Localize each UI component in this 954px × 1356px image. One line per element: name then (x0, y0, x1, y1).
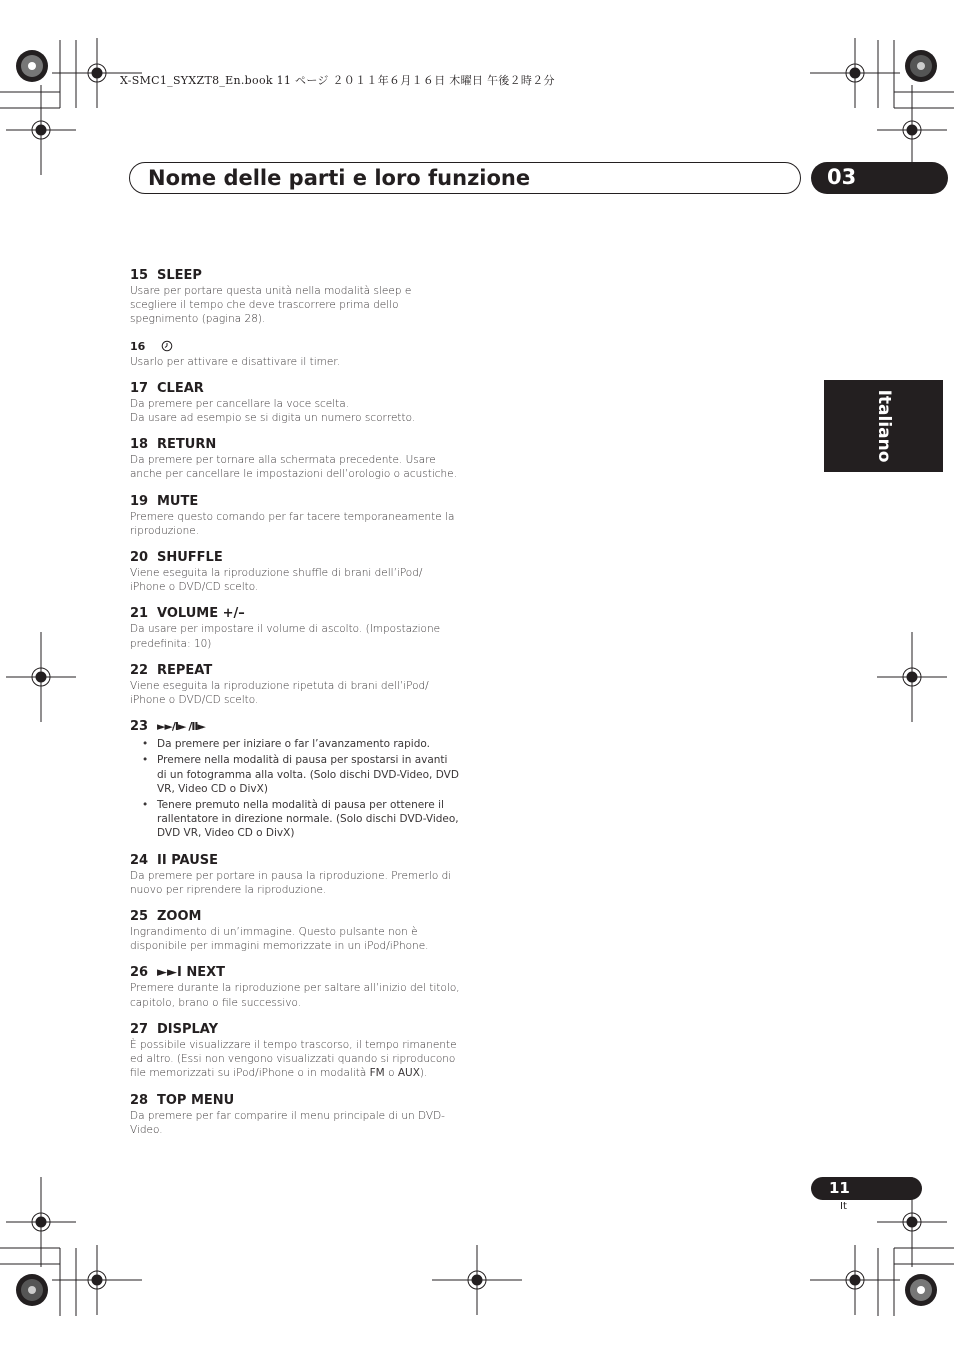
item-number: 17 (130, 380, 149, 396)
list-item (130, 1022, 460, 1081)
item-number: 18 (130, 437, 149, 453)
item-number: 16 (130, 339, 146, 353)
page-title: Nome delle parti e loro funzione (148, 166, 531, 190)
item-number: 23 (130, 719, 149, 735)
bullet-item: • Da premere per iniziare o far l’avanzamento rapido. (130, 737, 460, 751)
language-tab (824, 380, 943, 472)
page-number: 11 (829, 1179, 850, 1197)
item-number: 25 (130, 909, 149, 925)
list-item (130, 339, 460, 369)
list-item (130, 494, 460, 538)
item-label: MUTE (157, 493, 199, 509)
item-label: SLEEP (157, 268, 202, 283)
list-item (130, 853, 460, 897)
parts-list (130, 268, 460, 1149)
item-description: Viene eseguita la riproduzione shuffle di brani dell’iPod/ iPhone o DVD/CD scelto. (130, 567, 423, 594)
item-number: 24 (130, 852, 149, 868)
list-item (130, 268, 460, 327)
item-label: II PAUSE (157, 852, 218, 868)
item-number: 27 (130, 1021, 149, 1037)
item-description: Usarlo per attivare e disattivare il timer. (130, 355, 341, 368)
item-description: Da premere per tornare alla schermata precedente. Usare anche per cancellare le impostazioni dell’orologio o acustiche. (130, 454, 457, 481)
item-number: 26 (130, 965, 149, 981)
item-number: 20 (130, 550, 149, 566)
list-item (130, 606, 460, 650)
item-number: 15 (130, 268, 149, 283)
chapter-number: 03 (827, 165, 857, 189)
page-number-badge (811, 1177, 922, 1200)
item-label: DISPLAY (157, 1021, 219, 1037)
list-item (130, 1093, 460, 1137)
item-label: ►►I NEXT (157, 965, 226, 981)
item-description: Usare per portare questa unità nella modalità sleep e scegliere il tempo che deve trascorrere prima dello spegnimento (pagina 28). (130, 285, 412, 326)
bullet-item: • Premere nella modalità di pausa per spostarsi in avanti di un fotogramma alla volta. (Solo dischi DVD-Video, DVD VR, Video CD o DivX) (130, 753, 460, 796)
item-number: 19 (130, 493, 149, 509)
list-item (130, 381, 460, 425)
page-language-code: It (840, 1201, 847, 1212)
item-description: Da usare per impostare il volume di ascolto. (Impostazione predefinita: 10) (130, 623, 441, 650)
item-label: ZOOM (157, 909, 202, 925)
print-header: X-SMC1_SYXZT8_En.book 11 ページ ２０１１年６月１６日 木曜日 午後２時２分 (120, 74, 555, 87)
bullet-item: • Tenere premuto nella modalità di pausa per ottenere il rallentatore in direzione normale. (Solo dischi DVD-Video, DVD VR, Video CD o DivX) (130, 798, 460, 841)
item-description: È possibile visualizzare il tempo trascorso, il tempo rimanente ed altro. (Essi non vengono visualizzati quando si riproducono file memorizzati su iPod/iPhone o in modalità FM o AUX). (130, 1038, 457, 1080)
list-item (130, 437, 460, 481)
chapter-badge (811, 162, 948, 194)
item-description: Da premere per cancellare la voce scelta. (130, 397, 350, 410)
list-item (130, 663, 460, 707)
language-tab-label: Italiano (873, 389, 894, 463)
list-item (130, 909, 460, 953)
list-item (130, 719, 460, 840)
item-description: Da premere per portare in pausa la riproduzione. Premerlo di nuovo per riprendere la riproduzione. (130, 869, 452, 896)
item-label: RETURN (157, 437, 217, 453)
item-label: CLEAR (157, 380, 204, 396)
item-number: 28 (130, 1092, 149, 1108)
bullet-list (130, 737, 460, 840)
fast-forward-icon: ►►/I► /II► (157, 720, 205, 734)
item-label: SHUFFLE (157, 550, 223, 566)
item-description: Da usare ad esempio se si digita un numero scorretto. (130, 412, 416, 425)
list-item (130, 550, 460, 594)
clock-icon (161, 340, 173, 352)
item-description: Premere durante la riproduzione per saltare all’inizio del titolo, capitolo, brano o file successivo. (130, 982, 460, 1009)
item-label: VOLUME +/– (157, 606, 245, 622)
item-number: 21 (130, 606, 149, 622)
item-description: Ingrandimento di un’immagine. Questo pulsante non è disponibile per immagini memorizzate in un iPod/iPhone. (130, 926, 429, 953)
item-description: Viene eseguita la riproduzione ripetuta di brani dell’iPod/ iPhone o DVD/CD scelto. (130, 679, 429, 707)
section-title-bar (129, 162, 801, 194)
item-description: Da premere per far comparire il menu principale di un DVD-Video. (130, 1109, 445, 1136)
item-label: TOP MENU (157, 1092, 235, 1108)
item-number: 22 (130, 662, 149, 678)
item-description: Premere questo comando per far tacere temporaneamente la riproduzione. (130, 510, 455, 537)
item-label: REPEAT (157, 662, 213, 678)
list-item (130, 965, 460, 1009)
